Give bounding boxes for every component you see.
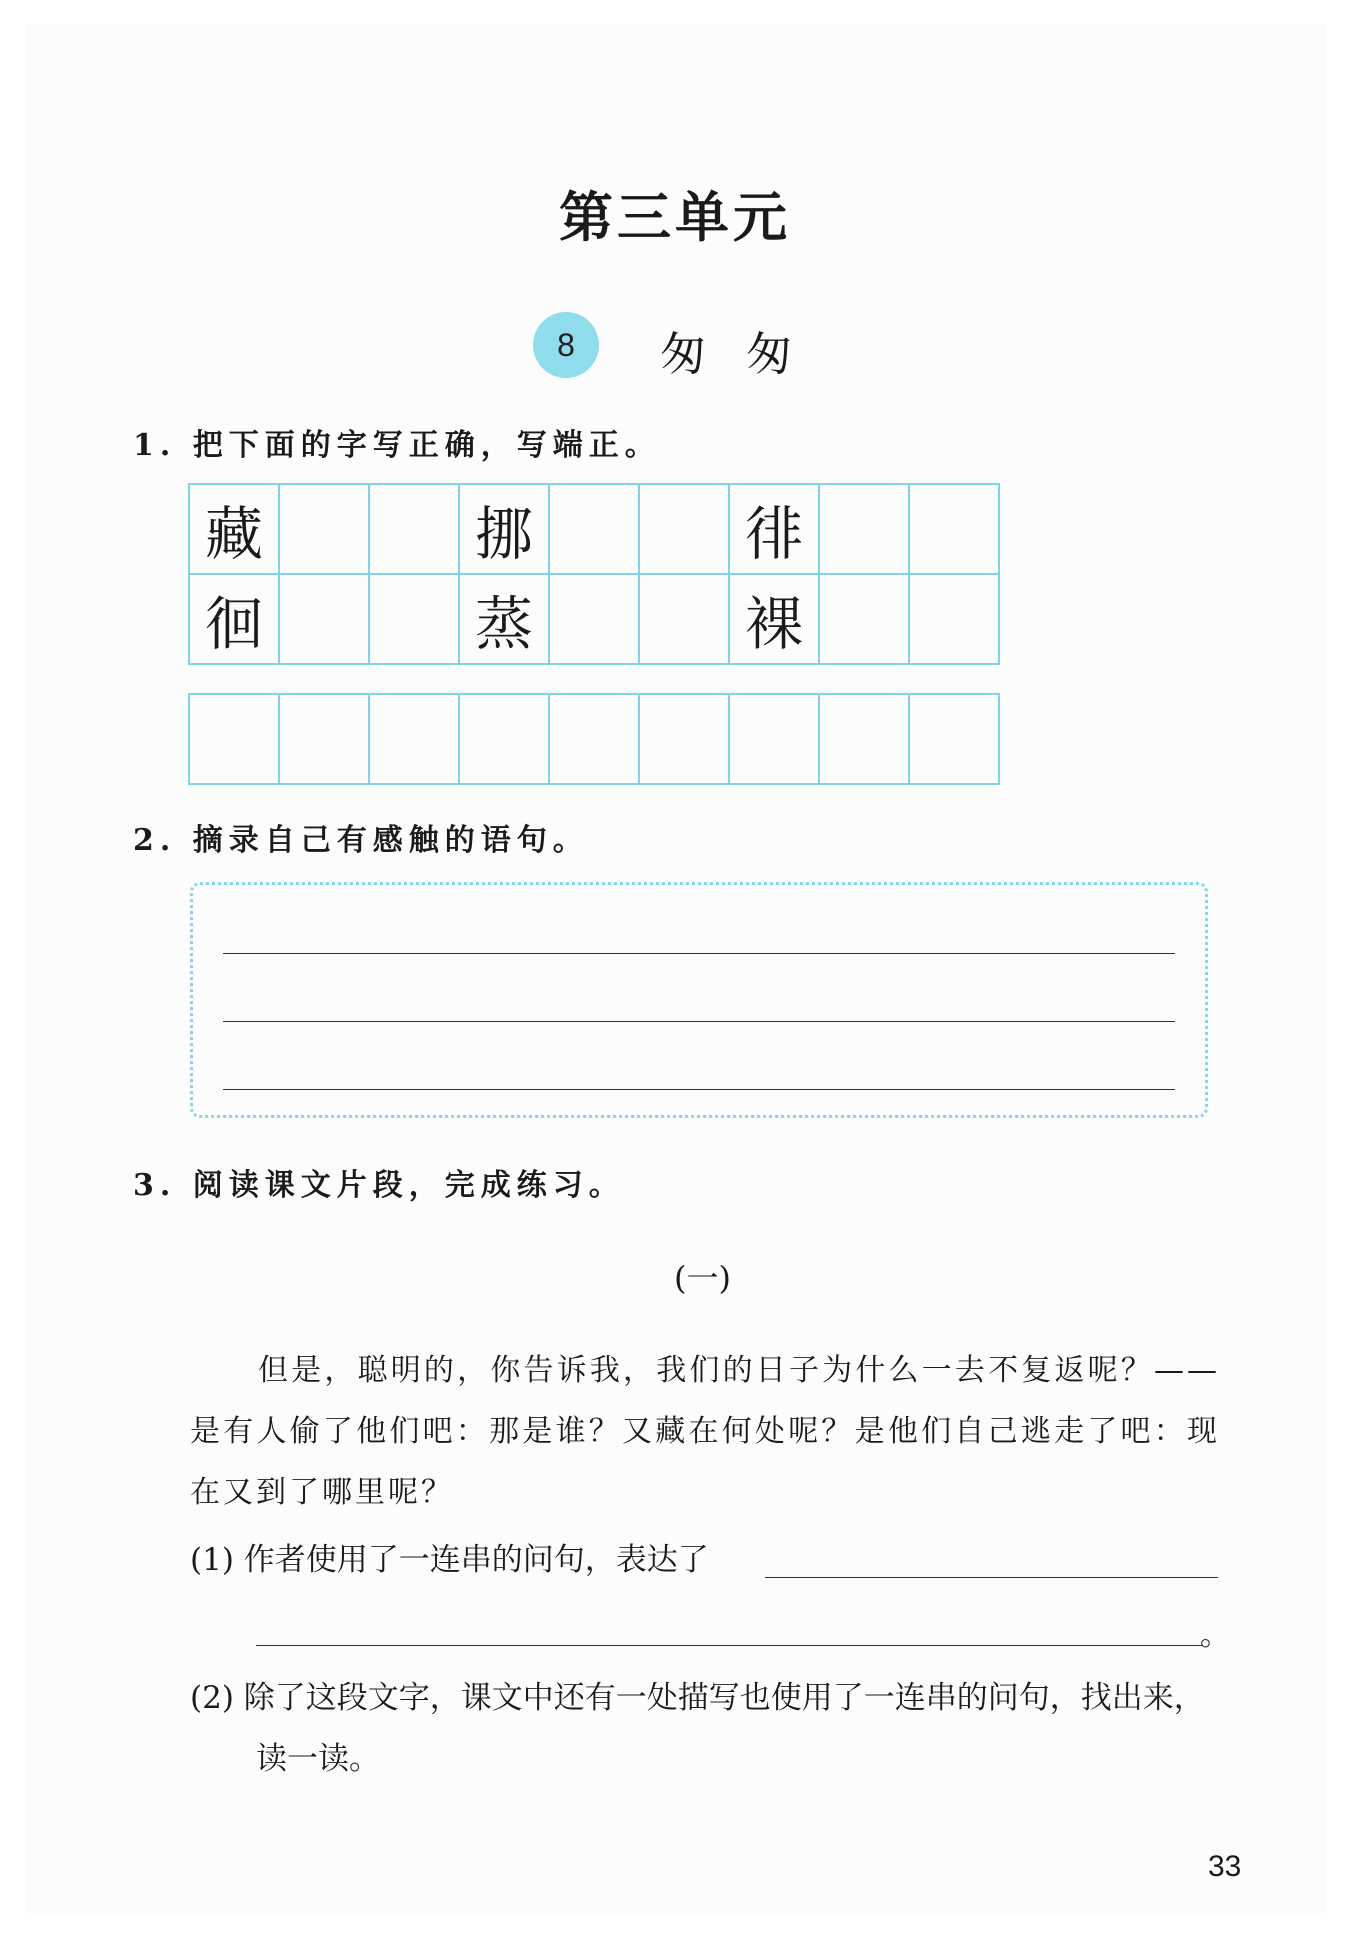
sub-question-1-text: (1) 作者使用了一连串的问句，表达了 — [190, 1542, 709, 1578]
grid-cell[interactable] — [819, 484, 909, 574]
grid-cell[interactable] — [639, 694, 729, 784]
grid-cell[interactable] — [279, 574, 369, 664]
passage-part-title: (一) — [674, 1259, 731, 1297]
grid-cell[interactable]: 藏 — [189, 484, 279, 574]
question-3-title: 3. 阅读课文片段，完成练习。 — [133, 1168, 625, 1203]
lesson-number-badge: 8 — [533, 312, 599, 378]
answer-line[interactable] — [223, 1089, 1175, 1090]
grid-cell[interactable] — [369, 574, 459, 664]
grid-cell[interactable]: 徘 — [729, 484, 819, 574]
character-writing-grid — [188, 483, 1000, 665]
sub-question-1 — [190, 1530, 1220, 1591]
grid-cell[interactable] — [909, 694, 999, 784]
grid-cell[interactable] — [909, 574, 999, 664]
grid-cell[interactable]: 徊 — [189, 574, 279, 664]
passage-text: 但是，聪明的，你告诉我，我们的日子为什么一去不复返呢？——是有人偷了他们吧：那是谁？又藏在何处呢？是他们自己逃走了吧：现在又到了哪里呢？ — [190, 1353, 1220, 1510]
lesson-title: 匆匆 — [660, 327, 832, 381]
grid-row-2 — [189, 574, 999, 664]
period-mark: 。 — [1200, 1618, 1230, 1653]
blank-writing-grid — [188, 693, 1000, 785]
grid-cell[interactable] — [639, 574, 729, 664]
grid-row-1 — [189, 484, 999, 574]
grid-cell[interactable]: 裸 — [729, 574, 819, 664]
sub-question-2 — [190, 1668, 1220, 1790]
question-1-title: 1. 把下面的字写正确，写端正。 — [133, 428, 661, 463]
question-2-title: 2. 摘录自己有感触的语句。 — [133, 823, 589, 858]
grid-cell[interactable] — [369, 694, 459, 784]
grid-cell[interactable]: 蒸 — [459, 574, 549, 664]
grid-cell[interactable] — [189, 694, 279, 784]
answer-line[interactable] — [223, 1021, 1175, 1022]
grid-cell[interactable] — [369, 484, 459, 574]
reading-passage — [190, 1340, 1220, 1523]
grid-cell[interactable] — [279, 694, 369, 784]
page-number: 33 — [1208, 1850, 1242, 1883]
grid-cell[interactable]: 挪 — [459, 484, 549, 574]
grid-cell[interactable] — [909, 484, 999, 574]
grid-cell[interactable] — [639, 484, 729, 574]
grid-cell[interactable] — [459, 694, 549, 784]
grid-cell[interactable] — [819, 694, 909, 784]
answer-line[interactable] — [223, 953, 1175, 954]
excerpt-answer-box[interactable] — [190, 882, 1208, 1118]
grid-cell[interactable] — [549, 574, 639, 664]
grid-cell[interactable] — [549, 694, 639, 784]
grid-cell[interactable] — [279, 484, 369, 574]
sub-question-2-text: (2) 除了这段文字，课文中还有一处描写也使用了一连串的问句，找出来，读一读。 — [190, 1680, 1205, 1777]
answer-line[interactable] — [256, 1645, 1202, 1646]
grid-cell[interactable] — [729, 694, 819, 784]
grid-cell[interactable] — [819, 574, 909, 664]
grid-row-blank — [189, 694, 999, 784]
grid-cell[interactable] — [549, 484, 639, 574]
unit-title: 第三单元 — [559, 186, 791, 249]
answer-line[interactable] — [765, 1577, 1218, 1578]
